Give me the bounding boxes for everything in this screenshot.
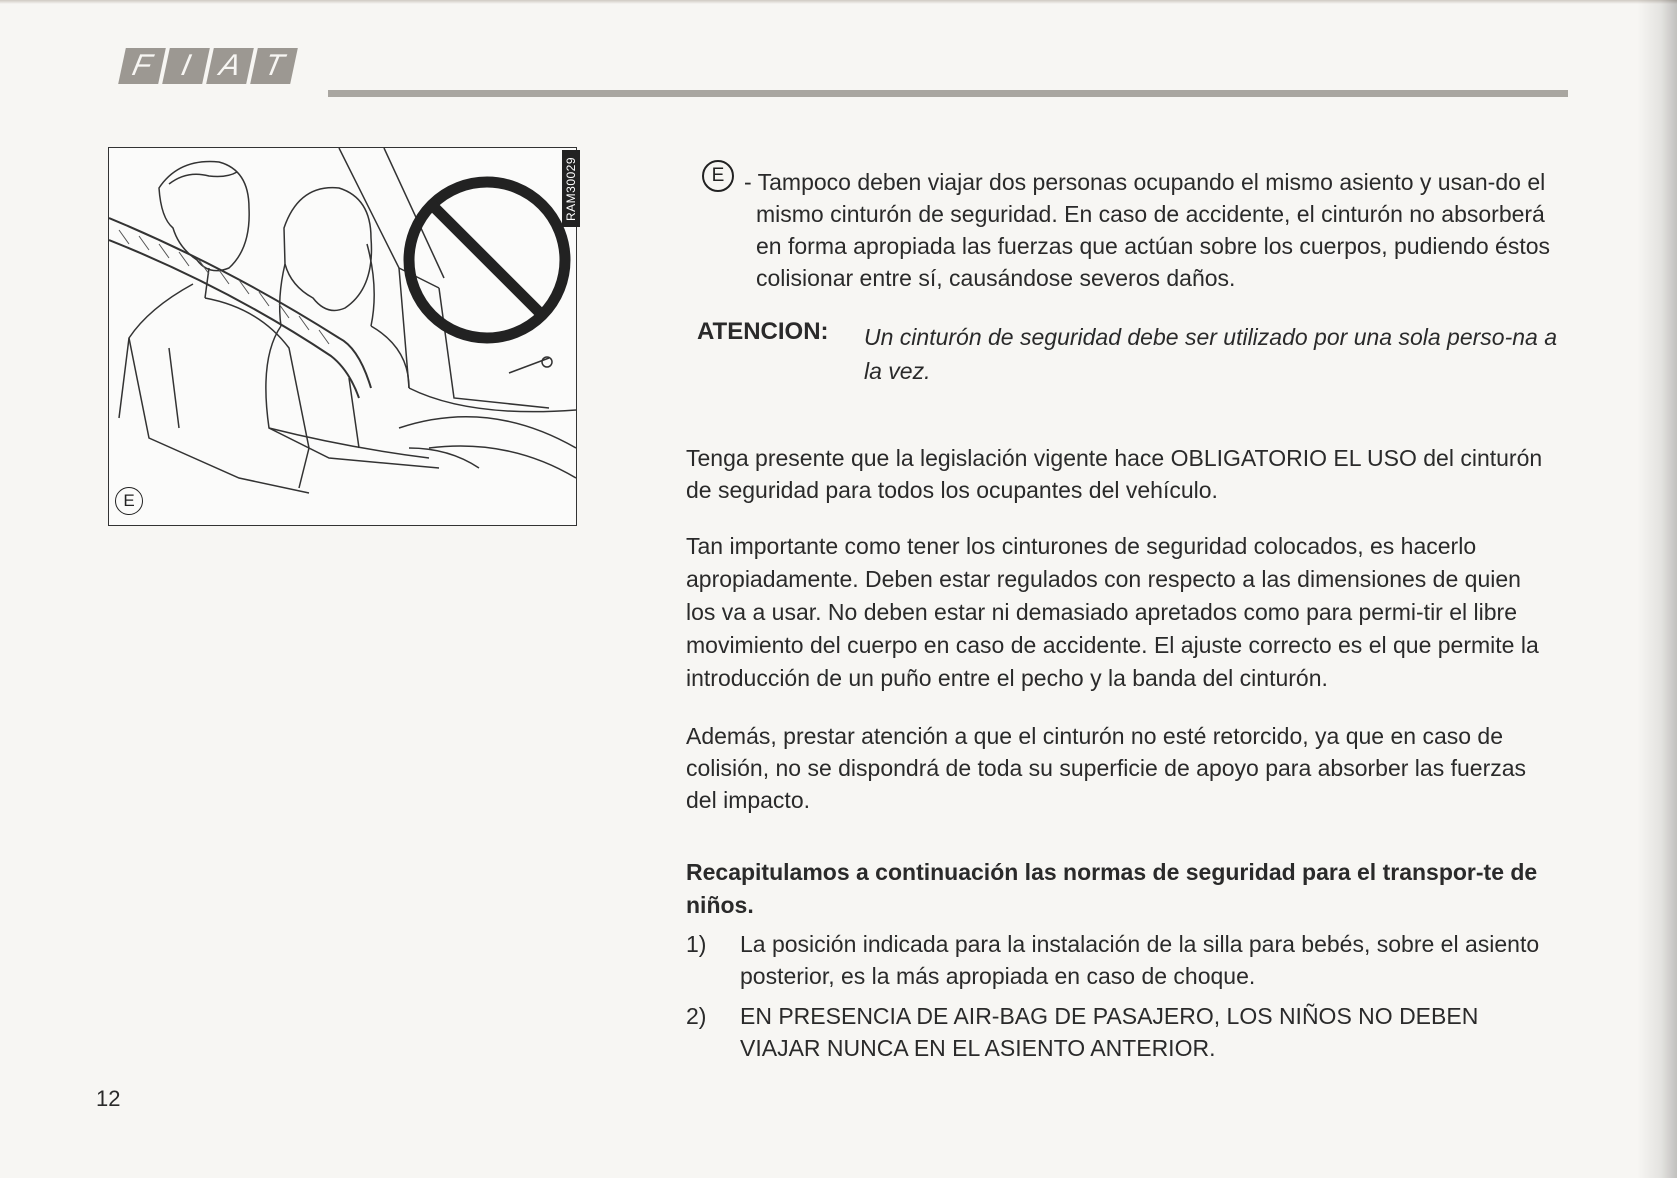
figure-marker: E — [115, 487, 143, 515]
logo-letter: T — [250, 48, 298, 84]
logo-letter: F — [118, 48, 166, 84]
page-binding-shadow — [1637, 0, 1677, 1178]
list-item-text: La posición indicada para la instalación de la silla para bebés, sobre el asiento posterior, es la más apropiada en caso de choque. — [740, 931, 1540, 989]
list-item-number: 2) — [686, 1003, 707, 1029]
attention-text: Un cinturón de seguridad debe ser utilizado por una sola perso-na a la vez. — [864, 324, 1557, 384]
paragraph: Tenga presente que la legislación vigente hace OBLIGATORIO EL USO del cinturón de seguridad para todos los ocupantes del vehículo. — [686, 445, 1543, 503]
illustration-drawing — [109, 148, 576, 525]
logo-letter: A — [206, 48, 254, 84]
note-marker: E — [702, 160, 734, 192]
paragraph: Tan importante como tener los cinturones de seguridad colocados, es hacerlo apropiadamente. Deben estar regulados con respecto a las dimensiones de quien los va a usar. No deben estar ni demasiado apretados como para permi-tir el libre movimiento del cuerpo en caso de accidente. El ajuste correcto es el que permite la introducción de un puño entre el pecho y la banda del cinturón. — [686, 533, 1539, 691]
page-top-edge — [0, 0, 1677, 4]
logo-letter: I — [162, 48, 210, 84]
list-item-number: 1) — [686, 931, 707, 957]
note-e-text: - Tampoco deben viajar dos personas ocupando el mismo asiento y usan-do el mismo cinturón de seguridad. En caso de accidente, el cinturón no absorberá en forma apropiada las fuerzas que actúan sobre los cuerpos, pudiendo éstos colisionar entre sí, causándose severos daños. — [744, 169, 1551, 291]
seatbelt-illustration — [108, 147, 577, 526]
fiat-logo — [122, 48, 294, 84]
figure-code-label: RAM30029 — [564, 156, 578, 221]
header-rule — [328, 90, 1568, 97]
paragraph: Además, prestar atención a que el cinturón no esté retorcido, ya que en caso de colisión, no se dispondrá de toda su superficie de apoyo para absorber las fuerzas del impacto. — [686, 723, 1527, 813]
figure-code — [562, 150, 580, 227]
page-number: 12 — [96, 1086, 121, 1111]
list-item-text: EN PRESENCIA DE AIR-BAG DE PASAJERO, LOS NIÑOS NO DEBEN VIAJAR NUNCA EN EL ASIENTO ANTERIOR. — [740, 1003, 1479, 1061]
attention-label: ATENCION: — [697, 318, 829, 345]
rules-heading: Recapitulamos a continuación las normas de seguridad para el transpor-te de niños. — [686, 859, 1538, 918]
